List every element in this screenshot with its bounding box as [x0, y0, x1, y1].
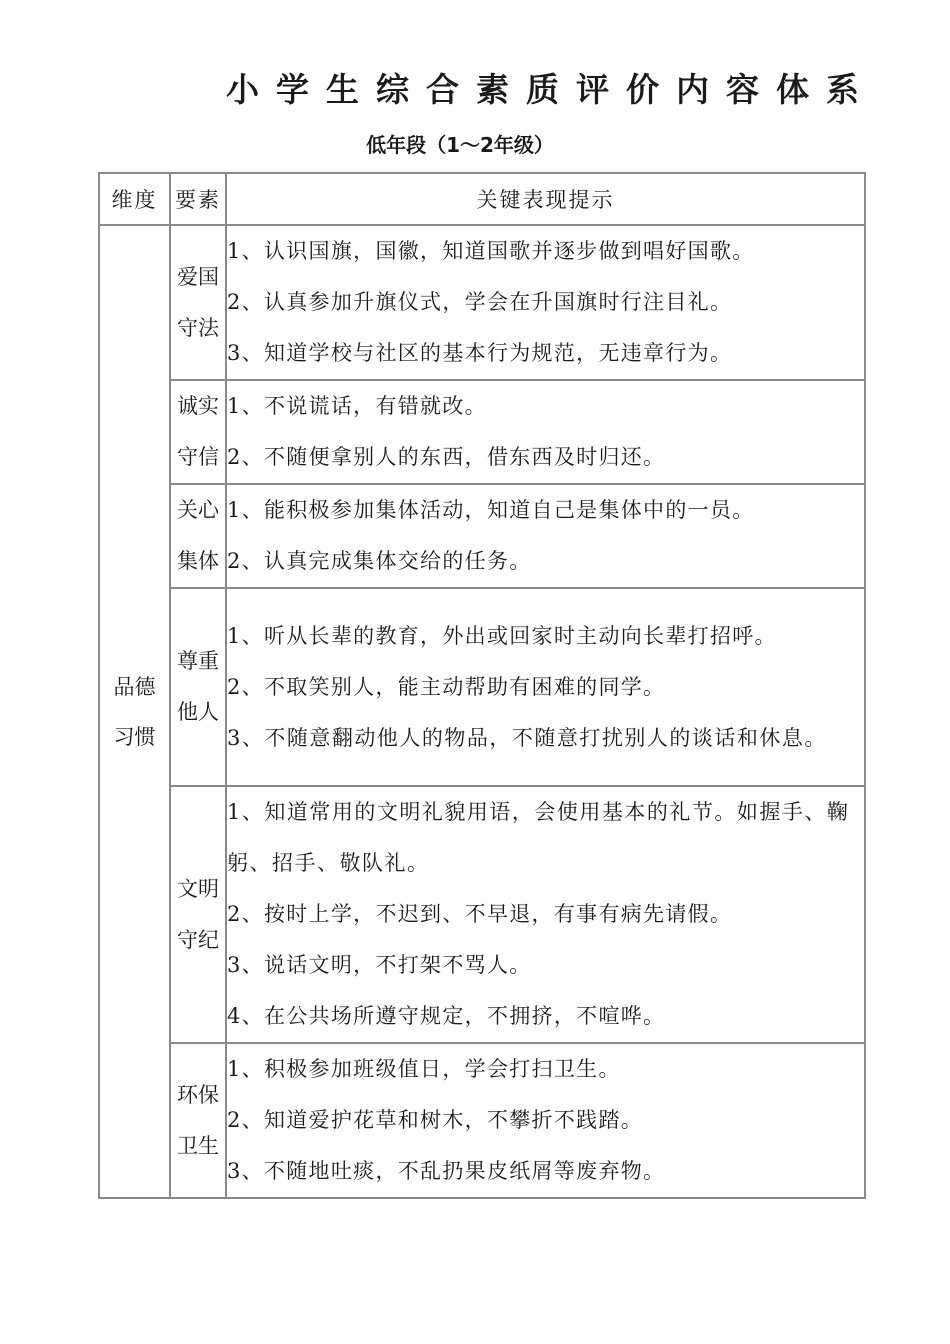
list-item: 3、知道学校与社区的基本行为规范，无违章行为。 [227, 341, 733, 365]
table-row [99, 588, 865, 786]
list-item: 2、不随便拿别人的东西，借东西及时归还。 [227, 445, 666, 469]
table-row [99, 380, 865, 484]
items-cell [226, 786, 865, 1043]
list-item: 2、认真参加升旗仪式，学会在升国旗时行注目礼。 [227, 290, 733, 314]
items-cell [226, 380, 865, 484]
element-label: 环保卫生 [177, 1082, 219, 1158]
element-label: 文明守纪 [177, 876, 219, 952]
list-item: 1、积极参加班级值日，学会打扫卫生。 [227, 1057, 621, 1081]
table-row [99, 484, 865, 588]
element-label: 爱国守法 [177, 264, 219, 340]
evaluation-table [98, 172, 866, 1199]
items-cell [226, 588, 865, 786]
list-item: 1、知道常用的文明礼貌用语，会使用基本的礼节。如握手、鞠躬、招手、敬队礼。 [227, 800, 850, 875]
page-title: 小学生综合素质评价内容体系 [226, 70, 876, 109]
element-label: 关心集体 [177, 498, 219, 573]
element-cell [170, 1043, 226, 1198]
table-header-row [99, 173, 865, 225]
table-row [99, 225, 865, 380]
dimension-cell [99, 225, 170, 1198]
list-item: 3、说话文明，不打架不骂人。 [227, 953, 532, 977]
list-item: 3、不随意翻动他人的物品，不随意打扰别人的谈话和休息。 [227, 725, 827, 750]
element-cell [170, 588, 226, 786]
list-item: 2、知道爱护花草和树木，不攀折不践踏。 [227, 1108, 644, 1132]
list-item: 2、认真完成集体交给的任务。 [227, 549, 532, 573]
header-dimension: 维度 [99, 173, 170, 225]
page-subtitle: 低年段（1～2年级） [366, 133, 554, 157]
element-cell [170, 380, 226, 484]
list-item: 1、听从长辈的教育，外出或回家时主动向长辈打招呼。 [227, 623, 777, 648]
list-item: 4、在公共场所遵守规定，不拥挤，不喧哗。 [227, 1004, 666, 1028]
items-cell [226, 1043, 865, 1198]
element-label: 诚实守信 [177, 394, 219, 469]
element-cell [170, 786, 226, 1043]
element-label: 尊重他人 [177, 649, 219, 724]
table-row [99, 1043, 865, 1198]
header-element: 要素 [170, 173, 226, 225]
dimension-label: 品德习惯 [113, 674, 156, 749]
list-item: 1、不说谎话，有错就改。 [227, 394, 487, 418]
table-row [99, 786, 865, 1043]
list-item: 1、认识国旗，国徽，知道国歌并逐步做到唱好国歌。 [227, 239, 755, 263]
element-cell [170, 484, 226, 588]
element-cell [170, 225, 226, 380]
list-item: 1、能积极参加集体活动，知道自己是集体中的一员。 [227, 498, 755, 522]
items-cell [226, 484, 865, 588]
list-item: 2、按时上学，不迟到、不早退，有事有病先请假。 [227, 902, 733, 926]
list-item: 2、不取笑别人，能主动帮助有困难的同学。 [227, 674, 666, 699]
items-cell [226, 225, 865, 380]
header-key-performance: 关键表现提示 [226, 173, 865, 225]
list-item: 3、不随地吐痰，不乱扔果皮纸屑等废弃物。 [227, 1159, 666, 1183]
